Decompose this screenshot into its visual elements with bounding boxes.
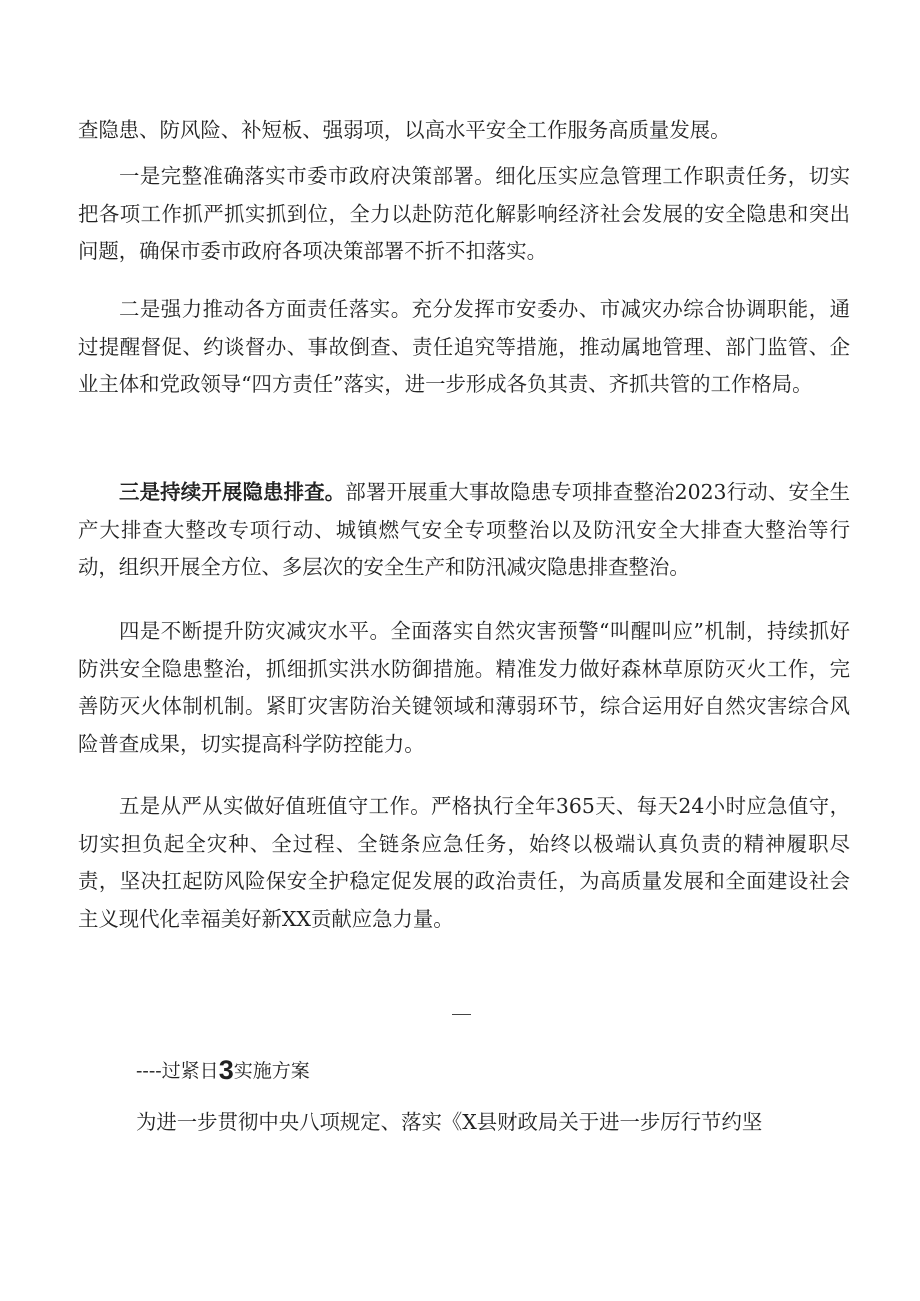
paragraph-item-1: 一是完整准确落实市委市政府决策部署。细化压实应急管理工作职责任务，切实把各项工作抓严抓实抓到位，全力以赴防范化解影响经济社会发展的安全隐患和突出问题，确保市委市政府各项决策部署不折不扣落实。	[78, 164, 850, 263]
subtitle-prefix: ----过紧日	[136, 1060, 219, 1082]
paragraph-item-3-body: 部署开展重大事故隐患专项排查整治2023行动、安全生产大排查大整改专项行动、城镇燃气安全专项整治以及防汛安全大排查大整治等行动，组织开展全方位、多层次的安全生产和防汛减灾隐患排查整治。	[78, 480, 851, 579]
paragraph-item-3	[78, 474, 850, 587]
paragraph-item-3-lead: 三是持续开展隐患排查。	[119, 480, 346, 504]
paragraph-item-4: 四是不断提升防灾减灾水平。全面落实自然灾害预警“叫醒叫应”机制，持续抓好防洪安全隐患整治，抓细抓实洪水防御措施。精准发力做好森林草原防灭火工作，完善防灭火体制机制。紧盯灾害防治关键领域和薄弱环节，综合运用好自然灾害综合风险普查成果，切实提高科学防控能力。	[78, 619, 850, 756]
subtitle-number: 3	[218, 1055, 234, 1085]
section-divider	[452, 1014, 471, 1015]
section-subtitle	[136, 1054, 310, 1087]
paragraph-intro-tail: 查隐患、防风险、补短板、强弱项，以高水平安全工作服务高质量发展。	[78, 118, 731, 142]
paragraph-item-2: 二是强力推动各方面责任落实。充分发挥市安委办、市减灾办综合协调职能，通过提醒督促、约谈督办、事故倒查、责任追究等措施，推动属地管理、部门监管、企业主体和党政领导“四方责任”落实，进一步形成各负其责、齐抓共管的工作格局。	[78, 297, 850, 396]
paragraph-next-section-start: 为进一步贯彻中央八项规定、落实《X县财政局关于进一步厉行节约坚	[136, 1110, 763, 1134]
paragraph-item-5: 五是从严从实做好值班值守工作。严格执行全年365天、每天24小时应急值守，切实担负起全灾种、全过程、全链条应急任务，始终以极端认真负责的精神履职尽责，坚决扛起防风险保安全护稳定促发展的政治责任，为高质量发展和全面建设社会主义现代化幸福美好新XX贡献应急力量。	[78, 794, 850, 931]
subtitle-suffix: 实施方案	[233, 1060, 310, 1082]
